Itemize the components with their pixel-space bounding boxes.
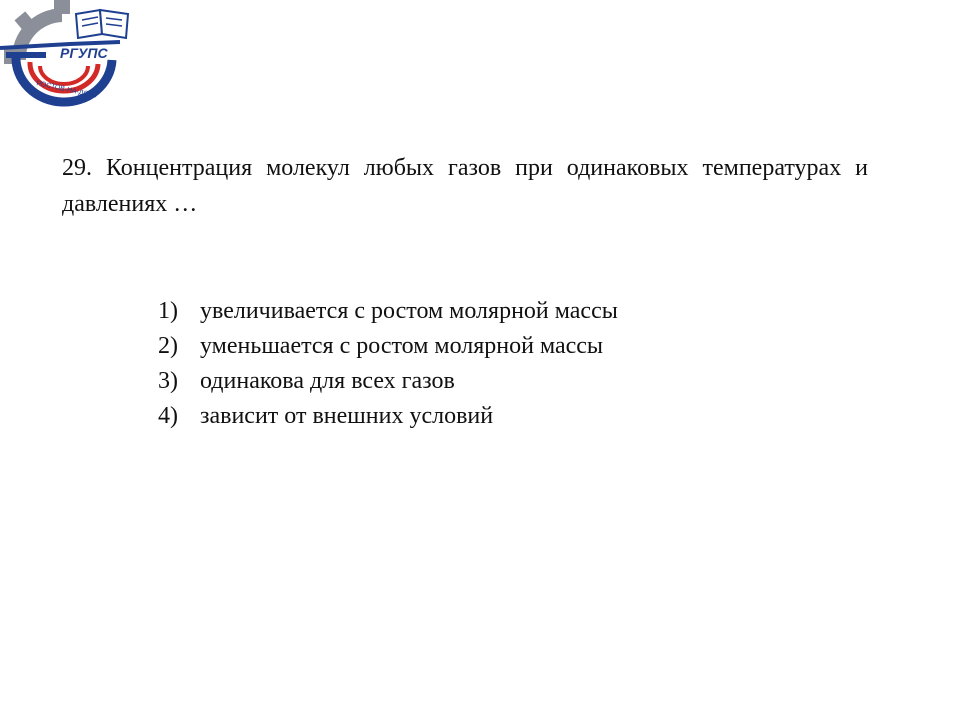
answer-options	[158, 294, 618, 434]
svg-text:РГУПС: РГУПС	[60, 45, 108, 61]
option-text: одинакова для всех газов	[200, 368, 455, 394]
logo-emblem-icon	[0, 0, 140, 110]
option-text: увеличивается с ростом молярной массы	[200, 298, 618, 324]
question-text: 29. Концентрация молекул любых газов при одинаковых температурах и давлениях …	[62, 155, 868, 217]
option-1	[158, 294, 618, 329]
option-2	[158, 329, 618, 364]
option-3	[158, 364, 618, 399]
option-number: 4)	[158, 403, 178, 429]
option-4	[158, 399, 618, 434]
option-text: зависит от внешних условий	[200, 403, 494, 429]
option-number: 2)	[158, 333, 178, 359]
option-text: уменьшается с ростом молярной массы	[200, 333, 604, 359]
option-number: 1)	[158, 298, 178, 324]
option-number: 3)	[158, 368, 178, 394]
svg-text:РОСТОВ-НА-ДОНУ: РОСТОВ-НА-ДОНУ	[35, 80, 99, 101]
university-logo	[0, 0, 140, 110]
